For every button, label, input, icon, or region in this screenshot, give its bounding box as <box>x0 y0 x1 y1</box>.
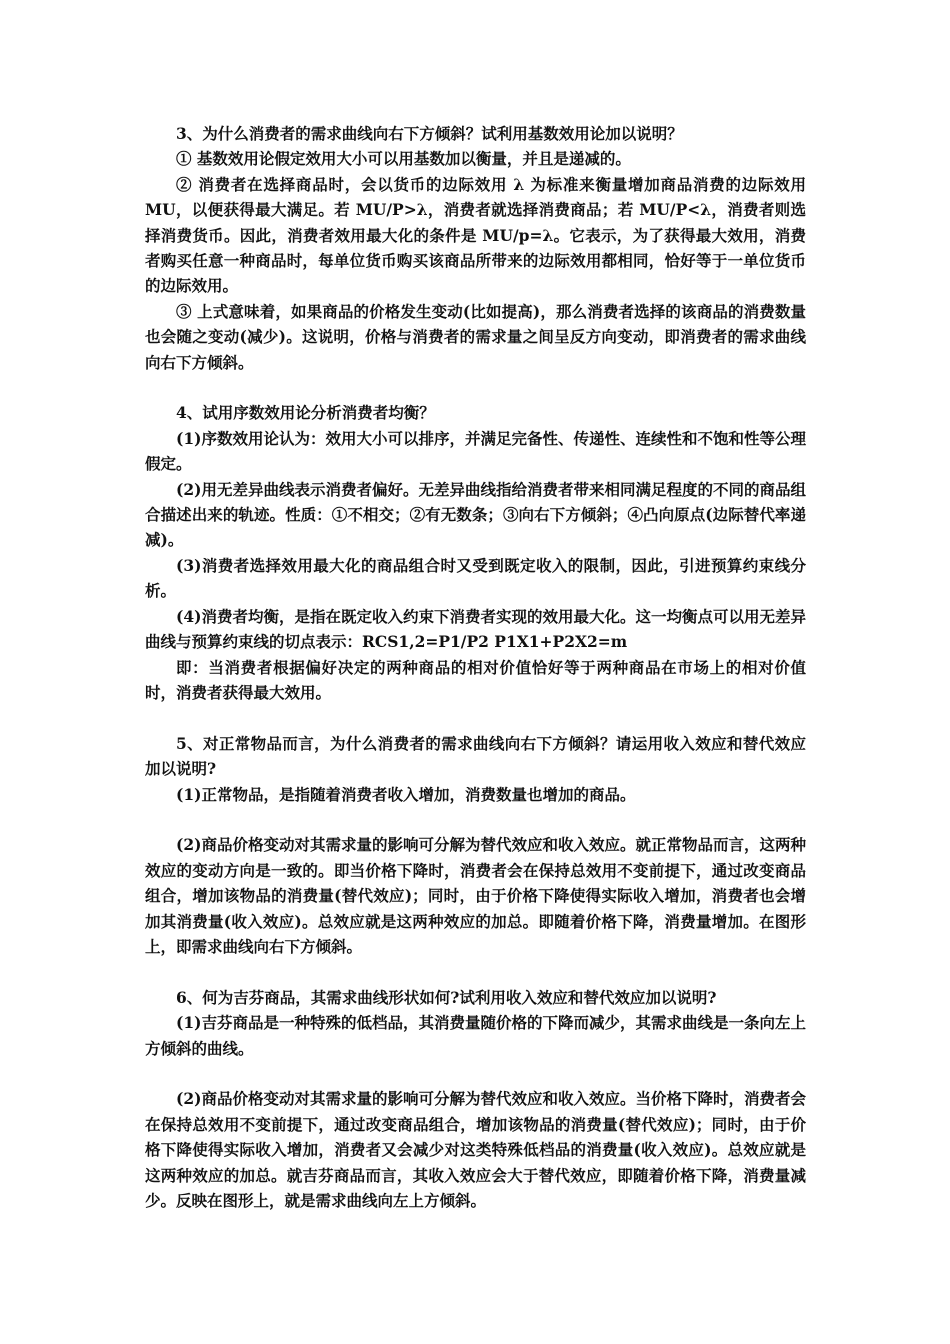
paragraph: (1)序数效用论认为：效用大小可以排序，并满足完备性、传递性、连续性和不饱和性等公理假定。 <box>145 428 806 474</box>
blank-line <box>145 375 806 400</box>
paragraph: (2)商品价格变动对其需求量的影响可分解为替代效应和收入效应。当价格下降时，消费者会在保持总效用不变前提下，通过改变商品组合，增加该物品的消费量(替代效应)；同时，由于价格下降使得实际收入增加，消费者又会减少对这类特殊低档品的消费量(收入效应)。总效应就是这两种效应的加总。就吉芬商品而言，其收入效应会大于替代效应，即随着价格下降，消费量减少。反映在图形上，就是需求曲线向左上方倾斜。 <box>145 1089 806 1210</box>
paragraph: ① 基数效用论假定效用大小可以用基数加以衡量，并且是递减的。 <box>176 149 631 169</box>
blank-line <box>145 807 806 832</box>
paragraph: 即：当消费者根据偏好决定的两种商品的相对价值恰好等于两种商品在市场上的相对价值时，消费者获得最大效用。 <box>145 657 806 702</box>
paragraph: ② 消费者在选择商品时，会以货币的边际效用 λ 为标准来衡量增加商品消费的边际效用 MU，以便获得最大满足。若 MU/P>λ，消费者就选择消费商品；若 MU/P<λ，消费者则选择消费货币。因此，消费者效用最大化的条件是 MU/p=λ。它表示，为了获得最大效用，消费者购买任意一种商品时，每单位货币购买该商品所带来的边际效用都相同，恰好等于一单位货币的边际效用。 <box>145 174 806 296</box>
blank-line <box>145 959 806 984</box>
question-4-heading: 4、试用序数效用论分析消费者均衡？ <box>176 403 435 423</box>
paragraph: (1)吉芬商品是一种特殊的低档品，其消费量随价格的下降而减少，其需求曲线是一条向左上方倾斜的曲线。 <box>145 1013 806 1058</box>
paragraph: (2)用无差异曲线表示消费者偏好。无差异曲线指给消费者带来相同满足程度的不同的商品组合描述出来的轨迹。性质：①不相交；②有无数条；③向右下方倾斜；④凸向原点(边际替代率递减)。 <box>145 479 806 550</box>
document-body <box>145 121 806 1213</box>
question-6-heading: 6、何为吉芬商品，其需求曲线形状如何?试利用收入效应和替代效应加以说明? <box>176 987 717 1007</box>
paragraph: (1)正常物品，是指随着消费者收入增加，消费数量也增加的商品。 <box>176 784 636 804</box>
paragraph: (2)商品价格变动对其需求量的影响可分解为替代效应和收入效应。就正常物品而言，这两种效应的变动方向是一致的。即当价格下降时，消费者会在保持总效用不变前提下，通过改变商品组合，增加该物品的消费量(替代效应)；同时，由于价格下降使得实际收入增加，消费者也会增加其消费量(收入效应)。总效应就是这两种效应的加总。即随着价格下降，消费量增加。在图形上，即需求曲线向右下方倾斜。 <box>145 835 806 956</box>
question-5-heading: 5、对正常物品而言，为什么消费者的需求曲线向右下方倾斜？请运用收入效应和替代效应加以说明? <box>145 733 806 779</box>
paragraph: ③ 上式意味着，如果商品的价格发生变动(比如提高)，那么消费者选择的该商品的消费数量也会随之变动(减少)。这说明，价格与消费者的需求量之间呈反方向变动，即消费者的需求曲线向右下方倾斜。 <box>145 301 806 372</box>
question-3-heading: 3、为什么消费者的需求曲线向右下方倾斜？试利用基数效用论加以说明？ <box>176 124 683 143</box>
paragraph: (3)消费者选择效用最大化的商品组合时又受到既定收入的限制，因此，引进预算约束线分析。 <box>145 555 806 601</box>
blank-line <box>145 1061 806 1086</box>
paragraph: (4)消费者均衡，是指在既定收入约束下消费者实现的效用最大化。这一均衡点可以用无差异曲线与预算约束线的切点表示：RCS1,2=P1/P2 P1X1+P2X2=m <box>145 606 806 652</box>
blank-line <box>145 705 806 730</box>
